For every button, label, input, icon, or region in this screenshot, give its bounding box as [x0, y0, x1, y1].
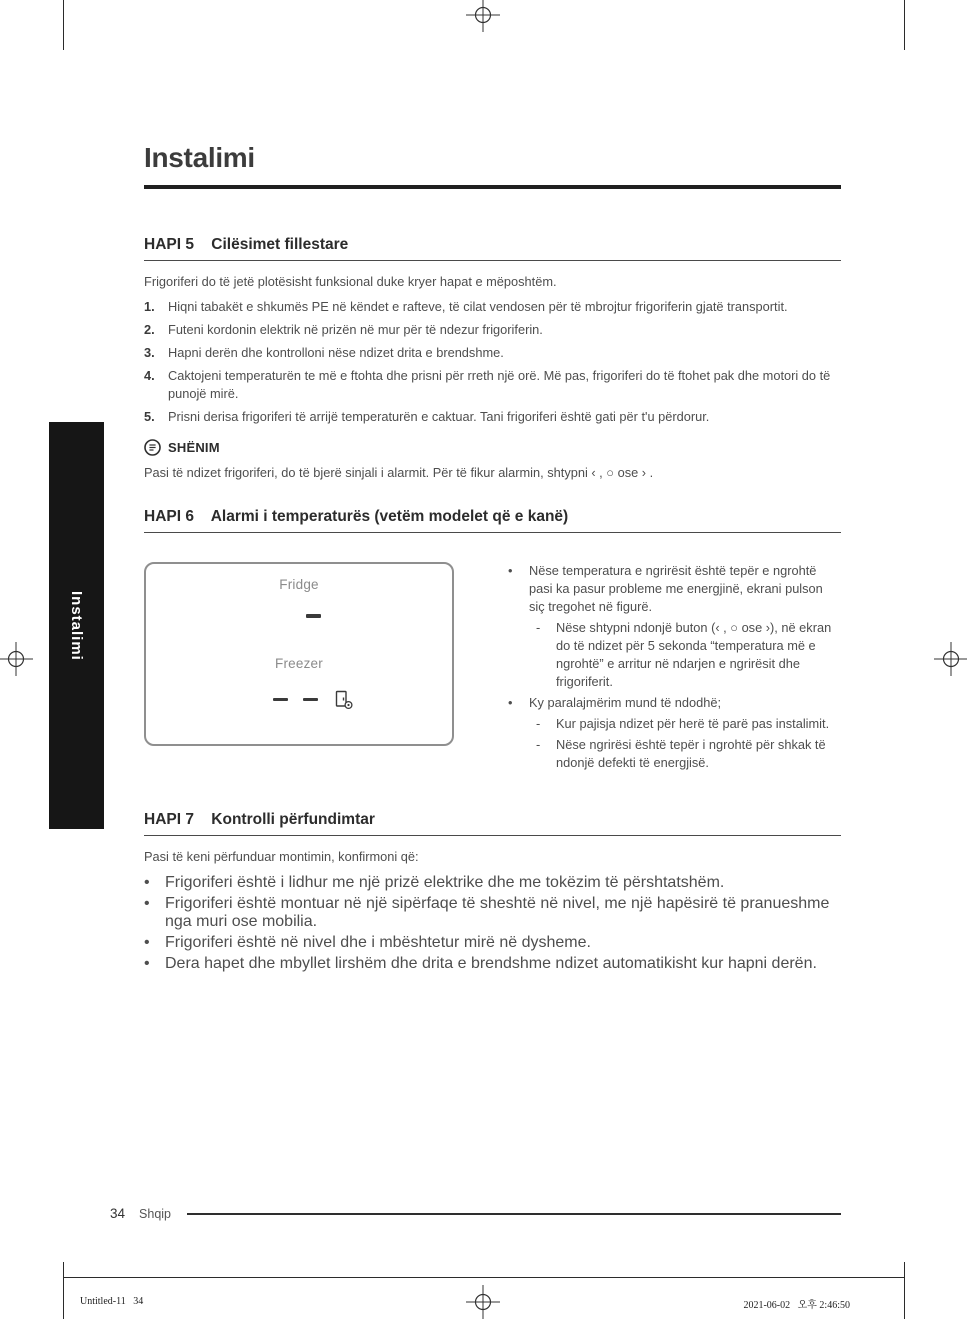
section-heading-step5 — [144, 236, 841, 261]
slug-timestamp: 2021-06-02 오후 2:46:50 — [743, 1300, 850, 1311]
list-item — [144, 408, 841, 426]
fridge-display-panel — [144, 562, 454, 746]
sub-item — [536, 619, 841, 691]
content-column — [144, 142, 841, 976]
bullet-text: • Ky paralajmërim mund të ndodhë; — [529, 695, 722, 711]
freezer-segment-dash — [273, 698, 288, 702]
bullet-text: • Frigoriferi është i lidhur me një prizë elektrike dhe me tokëzim të përshtatshëm. — [165, 874, 725, 892]
bullet-item — [144, 874, 841, 892]
item-text: Hiqni tabakët e shkumës PE në këndet e rafteve, të cilat vendosen për të mbrojtur frigoriferin gjatë transportit. — [168, 299, 788, 315]
bullet-item — [508, 694, 841, 712]
crop-mark-top-left — [63, 0, 64, 50]
step7-kicker: HAPI 7 — [144, 811, 194, 829]
item-number: 3. — [144, 345, 155, 361]
section-heading-step6 — [144, 508, 841, 533]
item-text: Hapni derën dhe kontrolloni nëse ndizet drita e brendshme. — [168, 345, 504, 361]
registration-mark-top — [466, 0, 500, 32]
list-item — [144, 367, 841, 403]
page-footer — [110, 1206, 841, 1221]
list-item — [144, 321, 841, 339]
note-text: Pasi të ndizet frigoriferi, do të bjerë sinjali i alarmit. Për të fikur alarmin, shtypni ‹ , ○ ose › . — [144, 465, 654, 481]
item-number: 1. — [144, 299, 155, 315]
note-header — [144, 439, 841, 456]
step5-intro: Frigoriferi do të jetë plotësisht funksional duke kryer hapat e mëposhtëm. — [144, 274, 557, 290]
step5-numbered-list — [144, 298, 841, 426]
bullet-text: • Nëse temperatura e ngrirësit është tepër e ngrohtë pasi ka pasur probleme me energjinë, ekrani pulson siç tregohet në figurë. — [529, 563, 823, 615]
note-label: SHËNIM — [168, 440, 220, 456]
item-number: 5. — [144, 409, 155, 425]
door-alarm-icon — [333, 690, 354, 710]
registration-mark-bottom — [466, 1285, 500, 1319]
item-text: Caktojeni temperaturën te më e ftohta dhe prisni për rreth një orë. Më pas, frigoriferi do të ftohet pak dhe motori do të punojë mirë. — [168, 368, 831, 402]
sub-item-text: - Nëse ngrirësi është tepër i ngrohtë për shkak të ndonjë defekti të energjisë. — [556, 737, 826, 771]
fridge-segment-dash — [306, 614, 321, 618]
footer-rule — [187, 1213, 841, 1215]
freezer-label: Freezer — [275, 655, 323, 671]
slug-divider-line — [63, 1277, 905, 1278]
step6-title: Alarmi i temperaturës (vetëm modelet që e kanë) — [210, 508, 569, 526]
step6-kicker: HAPI 6 — [144, 508, 194, 526]
bullet-item — [144, 895, 841, 931]
chapter-tab-label: Instalimi — [68, 590, 85, 661]
page-title: Instalimi — [144, 142, 255, 173]
bullet-text: • Frigoriferi është montuar në një sipërfaqe të sheshtë në nivel, me një hapësirë të pranueshme nga muri ose mobilia. — [165, 895, 830, 931]
step6-bullet-column — [508, 562, 841, 775]
registration-mark-left — [0, 642, 33, 676]
freezer-segment-row — [273, 690, 354, 710]
list-item — [144, 344, 841, 362]
bullet-text: • Dera hapet dhe mbyllet lirshëm dhe drita e brendshme ndizet automatikisht kur hapni derën. — [165, 955, 817, 973]
step7-bullet-list — [144, 874, 841, 973]
title-rule — [144, 185, 841, 189]
page-number: 34 — [110, 1206, 126, 1221]
crop-mark-top-right — [904, 0, 905, 50]
section-heading-step7 — [144, 811, 841, 836]
language-label: Shqip — [139, 1206, 172, 1221]
bullet-item — [144, 934, 841, 952]
bullet-text: • Frigoriferi është në nivel dhe i mbështetur mirë në dysheme. — [165, 934, 591, 952]
item-text: Futeni kordonin elektrik në prizën në mur për të ndezur frigoriferin. — [168, 322, 543, 338]
sub-item-text: - Kur pajisja ndizet për herë të parë pas instalimit. — [556, 716, 830, 732]
note-icon — [144, 439, 161, 456]
registration-mark-right — [934, 642, 967, 676]
slug-filename: Untitled-11 34 — [80, 1296, 144, 1307]
step7-intro: Pasi të keni përfunduar montimin, konfirmoni që: — [144, 849, 419, 865]
fridge-label: Fridge — [279, 577, 319, 593]
item-text: Prisni derisa frigoriferi të arrijë temperaturën e caktuar. Tani frigoriferi është gati për t'u përdorur. — [168, 409, 710, 425]
item-number: 2. — [144, 322, 155, 338]
crop-mark-bottom-right — [904, 1262, 905, 1319]
freezer-segment-dash — [303, 698, 318, 702]
chapter-tab — [49, 422, 104, 829]
crop-mark-bottom-left — [63, 1262, 64, 1319]
step5-kicker: HAPI 5 — [144, 236, 194, 254]
bullet-item — [508, 562, 841, 616]
step7-title: Kontrolli përfundimtar — [211, 811, 375, 829]
sub-item — [536, 715, 841, 733]
list-item — [144, 298, 841, 316]
sub-item — [536, 736, 841, 772]
step5-title: Cilësimet fillestare — [211, 236, 349, 254]
bullet-item — [144, 955, 841, 973]
item-number: 4. — [144, 368, 155, 384]
sub-item-text: - Nëse shtypni ndonjë buton (‹ , ○ ose ›), në ekran do të ndizet për 5 sekonda “temperatura më e ngrohtë” e arritur në ndarjen e ngrirësit dhe frigoriferit. — [556, 620, 832, 690]
step6-body — [144, 562, 841, 775]
